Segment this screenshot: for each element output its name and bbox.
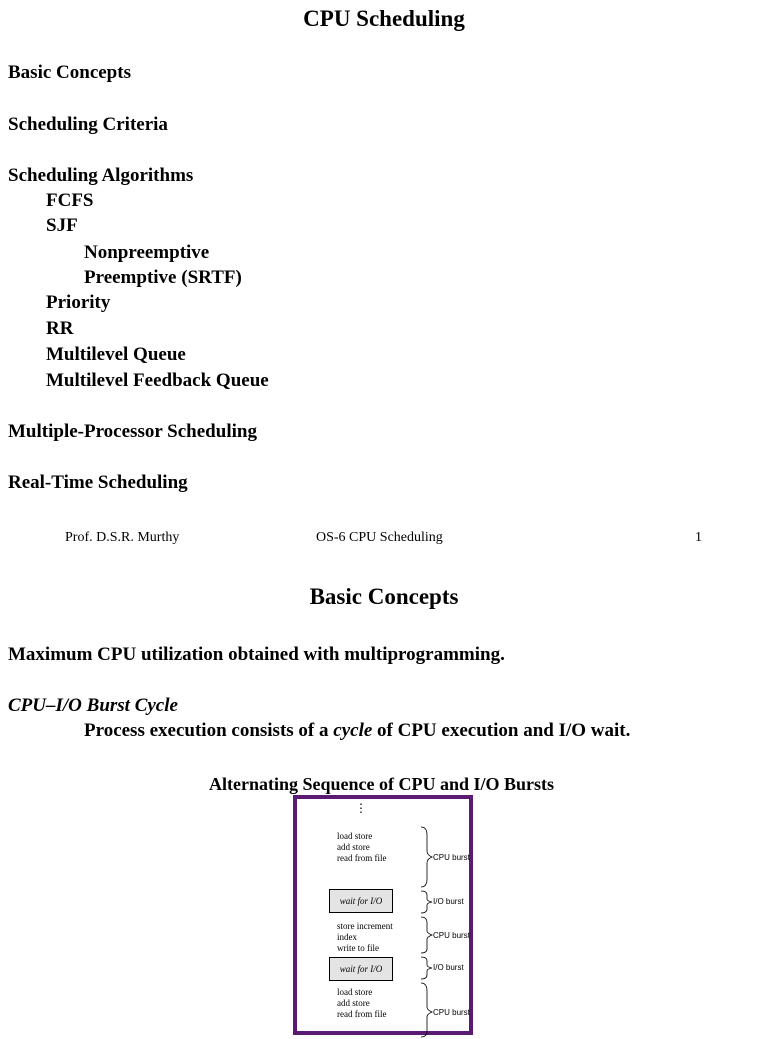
outline-basic-concepts: Basic Concepts bbox=[8, 62, 131, 83]
outline-rr: RR bbox=[46, 318, 74, 339]
outline-preemptive: Preemptive (SRTF) bbox=[84, 267, 242, 288]
outline-scheduling-algorithms: Scheduling Algorithms bbox=[8, 165, 194, 186]
block3-line1: load store bbox=[337, 987, 373, 997]
outline-multilevel-feedback-queue: Multilevel Feedback Queue bbox=[46, 370, 269, 391]
brace-cpu-1 bbox=[421, 827, 432, 887]
outline-fcfs: FCFS bbox=[46, 190, 94, 211]
outline-nonpreemptive: Nonpreemptive bbox=[84, 242, 210, 263]
wait-io-box-1: wait for I/O bbox=[329, 889, 393, 913]
footer-course: OS-6 CPU Scheduling bbox=[316, 530, 443, 545]
block2-line1: store increment bbox=[337, 921, 393, 931]
footer-page-number: 1 bbox=[695, 530, 702, 545]
brace-io-2 bbox=[421, 957, 432, 979]
figure-ellipsis: ⋮ bbox=[355, 801, 367, 815]
page-title: CPU Scheduling bbox=[303, 6, 465, 31]
sentence-part1: Process execution consists of a bbox=[84, 720, 334, 741]
outline-multiprocessor: Multiple-Processor Scheduling bbox=[8, 421, 257, 442]
io-burst-label-2: I/O burst bbox=[433, 963, 464, 972]
wait-io-box-2: wait for I/O bbox=[329, 957, 393, 981]
outline-sjf: SJF bbox=[46, 215, 78, 236]
figure-title: Alternating Sequence of CPU and I/O Bursts bbox=[208, 774, 554, 794]
block2-line3: write to file bbox=[337, 943, 379, 953]
footer-author: Prof. D.S.R. Murthy bbox=[65, 530, 180, 545]
block1-line3: read from file bbox=[337, 853, 387, 863]
brace-io-1 bbox=[421, 891, 432, 913]
figure-frame bbox=[293, 795, 473, 1035]
burst-cycle-heading: CPU–I/O Burst Cycle bbox=[8, 695, 178, 716]
block2-line2: index bbox=[337, 932, 357, 942]
brace-cpu-2 bbox=[421, 917, 432, 953]
sentence-italic: cycle bbox=[333, 720, 373, 741]
outline-multilevel-queue: Multilevel Queue bbox=[46, 344, 186, 365]
outline-realtime: Real-Time Scheduling bbox=[8, 472, 188, 493]
cpu-burst-label-3: CPU burst bbox=[433, 1008, 470, 1017]
sentence-part2: of CPU execution and I/O wait. bbox=[372, 720, 631, 741]
burst-braces bbox=[417, 799, 437, 1039]
block3-line2: add store bbox=[337, 998, 370, 1008]
point-max-utilization: Maximum CPU utilization obtained with multiprogramming. bbox=[8, 644, 505, 665]
outline-priority: Priority bbox=[46, 292, 111, 313]
outline-scheduling-criteria: Scheduling Criteria bbox=[8, 114, 168, 135]
block1-line1: load store bbox=[337, 831, 373, 841]
block1-line2: add store bbox=[337, 842, 370, 852]
section-title: Basic Concepts bbox=[309, 584, 459, 609]
io-burst-label-1: I/O burst bbox=[433, 897, 464, 906]
block3-line3: read from file bbox=[337, 1009, 387, 1019]
burst-cycle-sentence bbox=[84, 720, 630, 742]
brace-cpu-3 bbox=[421, 983, 432, 1037]
cpu-burst-label-2: CPU burst bbox=[433, 931, 470, 940]
cpu-burst-label-1: CPU burst bbox=[433, 853, 470, 862]
